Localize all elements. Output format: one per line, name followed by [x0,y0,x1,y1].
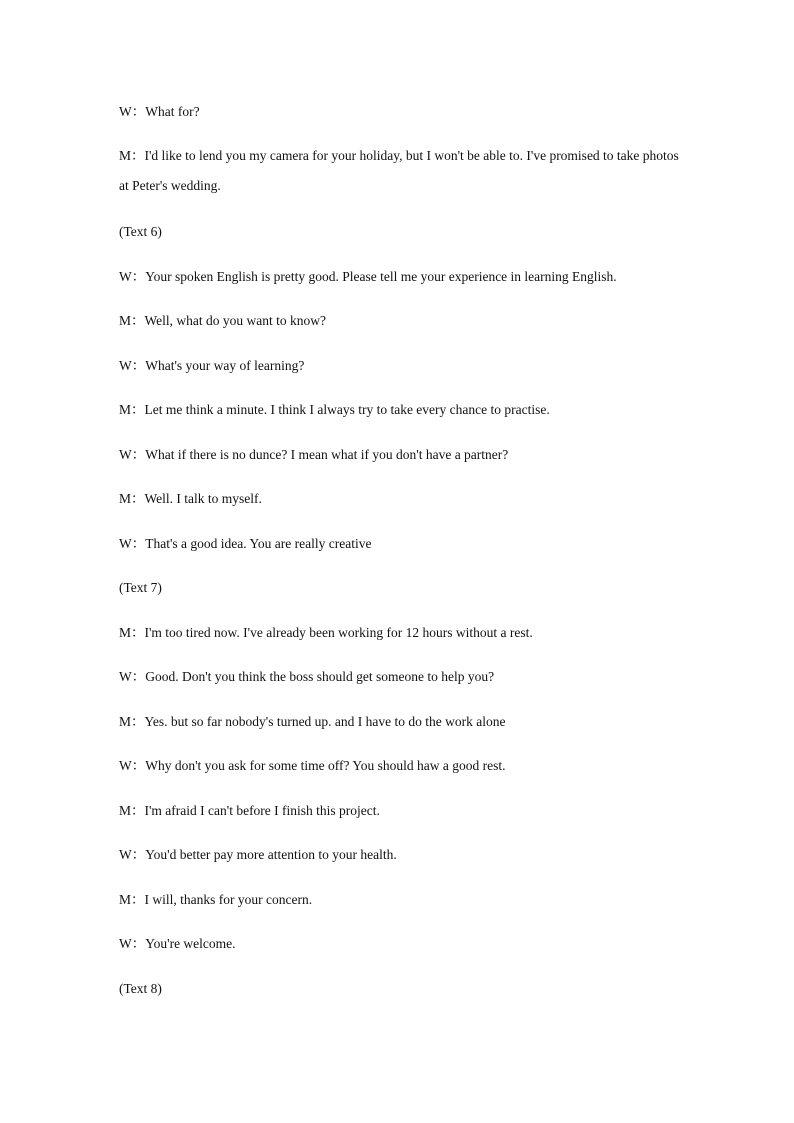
dialogue-line: M：I will, thanks for your concern. [119,892,313,907]
section-heading: (Text 6) [119,224,162,239]
section-heading: (Text 7) [119,580,162,595]
dialogue-line: W：Why don't you ask for some time off? You should haw a good rest. [119,758,506,773]
dialogue-line: M：I'm too tired now. I've already been working for 12 hours without a rest. [119,625,533,640]
dialogue-line: W：Your spoken English is pretty good. Please tell me your experience in learning English. [119,269,617,284]
dialogue-line: M：Well. I talk to myself. [119,491,262,506]
dialogue-line: W：That's a good idea. You are really creative [119,536,372,551]
dialogue-line: M：Well, what do you want to know? [119,313,327,328]
dialogue-line: W：What's your way of learning? [119,358,305,373]
dialogue-line: M：Let me think a minute. I think I always try to take every chance to practise. [119,402,550,417]
dialogue-line: W：What for? [119,104,200,119]
dialogue-line: M：I'm afraid I can't before I finish this project. [119,803,380,818]
dialogue-line: W：You'd better pay more attention to your health. [119,847,397,862]
dialogue-line: W：What if there is no dunce? I mean what if you don't have a partner? [119,447,509,462]
dialogue-line: M：Yes. but so far nobody's turned up. and I have to do the work alone [119,714,506,729]
dialogue-line: W：You're welcome. [119,936,236,951]
dialogue-line: M：I'd like to lend you my camera for your holiday, but I won't be able to. I've promised to take photos at Peter's wedding. [119,148,679,193]
section-heading: (Text 8) [119,981,162,996]
dialogue-line: W：Good. Don't you think the boss should get someone to help you? [119,669,495,684]
